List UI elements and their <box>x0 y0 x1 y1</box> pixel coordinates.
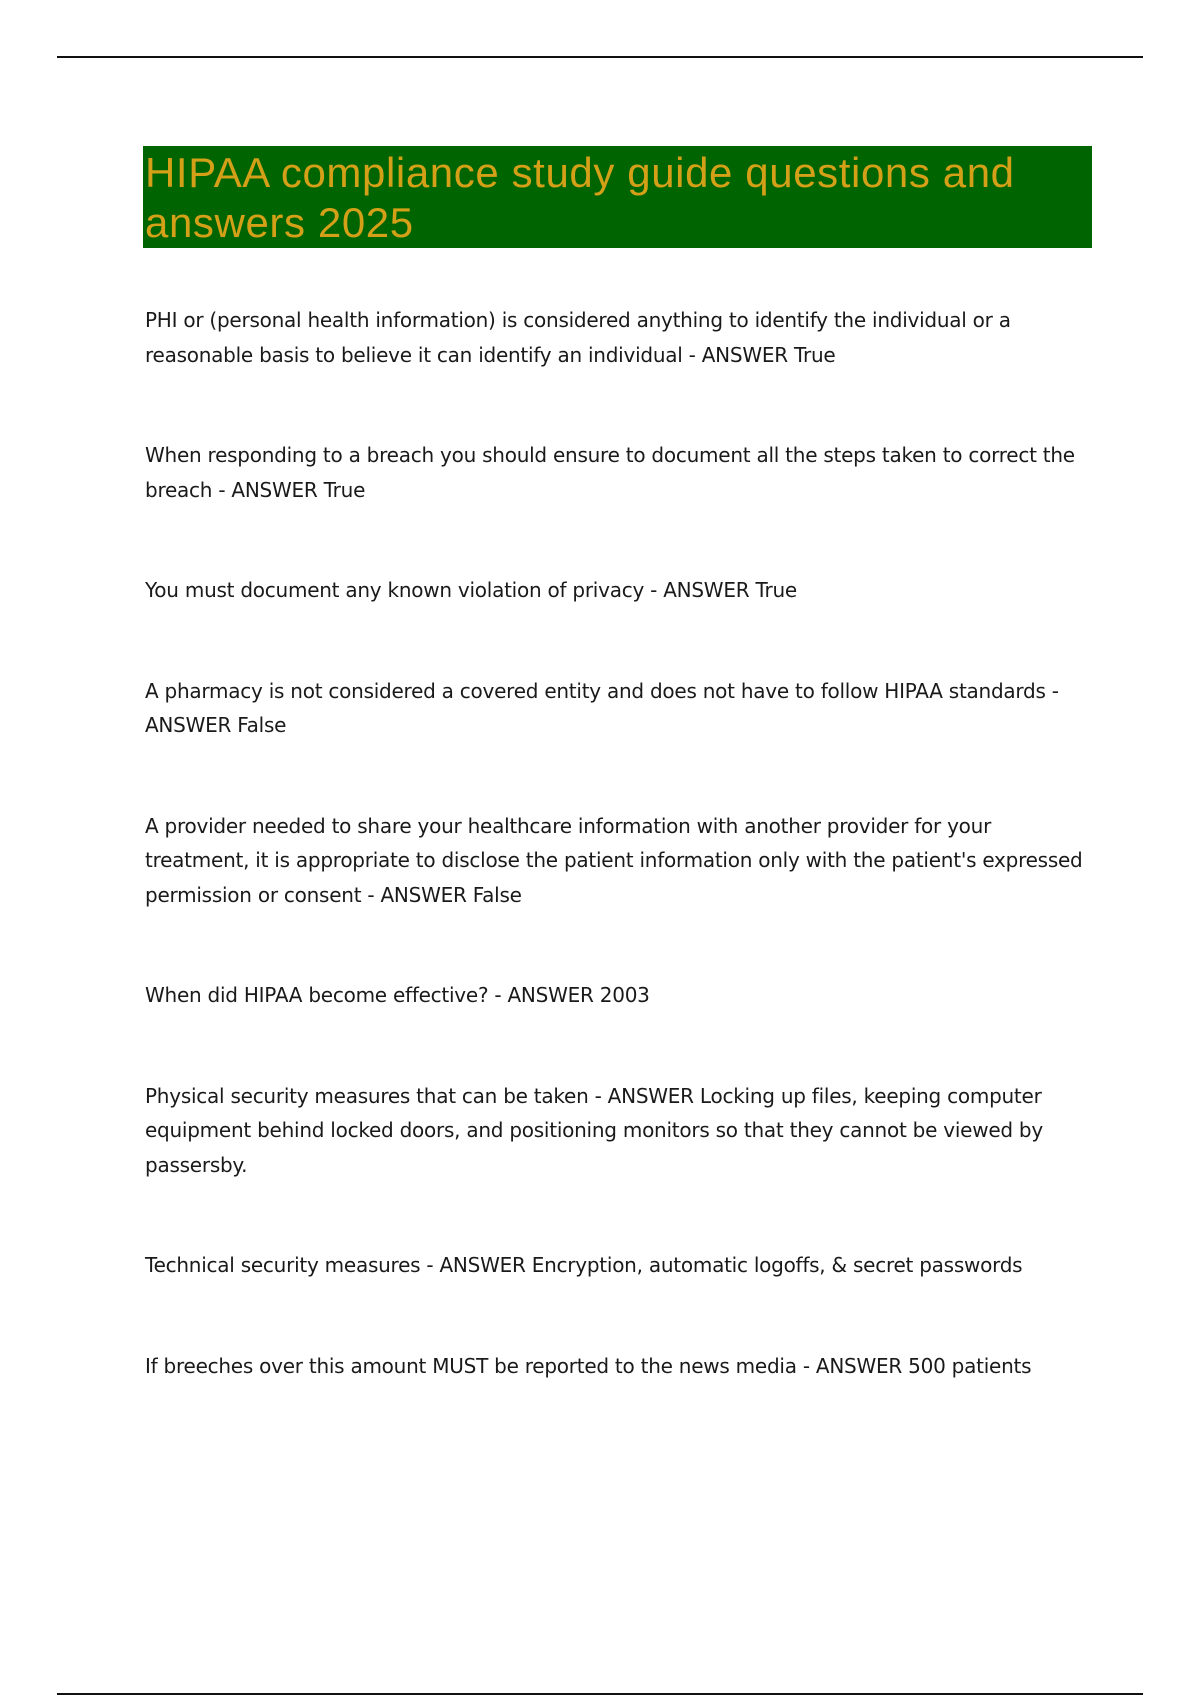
qa-item-pharmacy-covered-entity: A pharmacy is not considered a covered entity and does not have to follow HIPAA standards - ANSWER False <box>145 678 1059 737</box>
top-rule <box>57 56 1143 58</box>
qa-item-hipaa-effective-date: When did HIPAA become effective? - ANSWER 2003 <box>145 983 650 1007</box>
document-title: HIPAA compliance study guide questions and answers 2025 <box>145 149 1015 246</box>
qa-item-breach-media-threshold: If breeches over this amount MUST be reported to the news media - ANSWER 500 patients <box>145 1353 1032 1378</box>
qa-item-breach-documentation: When responding to a breach you should ensure to document all the steps taken to correct the breach - ANSWER True <box>145 443 1075 502</box>
qa-item-privacy-violation: You must document any known violation of privacy - ANSWER True <box>145 578 797 602</box>
qa-item-provider-sharing: A provider needed to share your healthcare information with another provider for your treatment, it is appropriate to disclose the patient information only with the patient's expressed permission or consent - ANSWER False <box>145 813 1083 907</box>
qa-item-technical-security: Technical security measures - ANSWER Encryption, automatic logoffs, & secret passwords <box>145 1253 1023 1277</box>
qa-item-phi-definition: PHI or (personal health information) is considered anything to identify the individual or a reasonable basis to believe it can identify an individual - ANSWER True <box>145 308 1011 367</box>
qa-item-physical-security: Physical security measures that can be taken - ANSWER Locking up files, keeping computer equipment behind locked doors, and positioning monitors so that they cannot be viewed by passersby. <box>145 1083 1043 1177</box>
question-answer-list <box>145 303 1095 1383</box>
bottom-rule <box>57 1693 1143 1695</box>
title-banner <box>143 146 1092 248</box>
